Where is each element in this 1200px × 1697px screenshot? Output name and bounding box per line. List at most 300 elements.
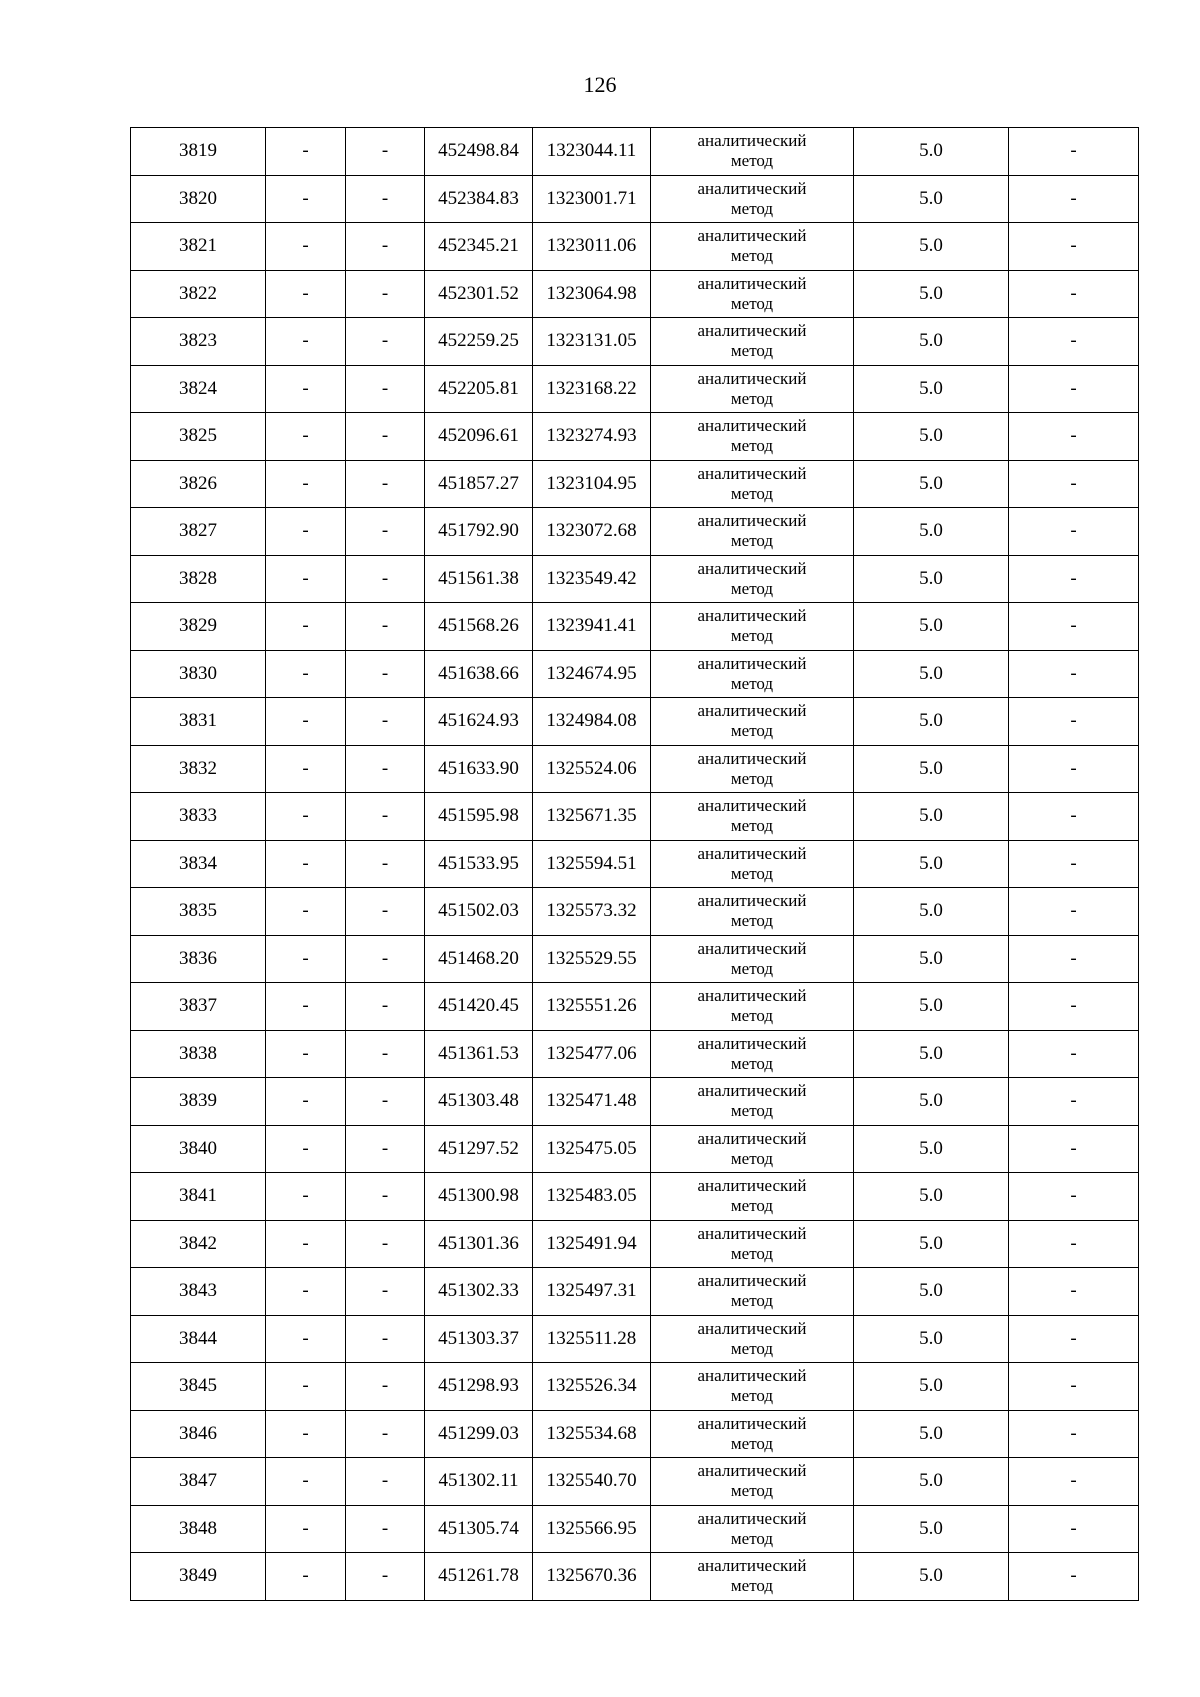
- x-coordinate-cell: 451298.93: [425, 1363, 533, 1411]
- method-line-1: аналитический: [697, 1081, 807, 1101]
- table-row: [131, 650, 1139, 698]
- empty-dash-cell: -: [346, 1505, 425, 1553]
- point-number-cell: 3820: [131, 175, 266, 223]
- method-line-1: аналитический: [697, 653, 807, 673]
- note-cell: -: [1009, 745, 1139, 793]
- empty-dash-cell: -: [346, 365, 425, 413]
- point-number-cell: 3831: [131, 698, 266, 746]
- empty-dash-cell: -: [266, 1030, 346, 1078]
- method-line-2: метод: [730, 768, 774, 788]
- accuracy-cell: 5.0: [854, 1220, 1009, 1268]
- x-coordinate-cell: 452301.52: [425, 270, 533, 318]
- y-coordinate-cell: 1323941.41: [533, 603, 651, 651]
- empty-dash-cell: -: [346, 745, 425, 793]
- x-coordinate-cell: 451857.27: [425, 460, 533, 508]
- method-line-2: метод: [730, 1243, 774, 1263]
- method-line-2: метод: [730, 1148, 774, 1168]
- x-coordinate-cell: 451420.45: [425, 983, 533, 1031]
- method-cell: [651, 318, 854, 366]
- empty-dash-cell: -: [266, 223, 346, 271]
- point-number-cell: 3840: [131, 1125, 266, 1173]
- x-coordinate-cell: 452384.83: [425, 175, 533, 223]
- table-row: [131, 413, 1139, 461]
- empty-dash-cell: -: [266, 603, 346, 651]
- x-coordinate-cell: 451595.98: [425, 793, 533, 841]
- empty-dash-cell: -: [346, 1125, 425, 1173]
- point-number-cell: 3833: [131, 793, 266, 841]
- y-coordinate-cell: 1323044.11: [533, 128, 651, 176]
- method-line-1: аналитический: [697, 1366, 807, 1386]
- method-cell: [651, 1173, 854, 1221]
- note-cell: -: [1009, 1363, 1139, 1411]
- y-coordinate-cell: 1325573.32: [533, 888, 651, 936]
- point-number-cell: 3843: [131, 1268, 266, 1316]
- x-coordinate-cell: 452096.61: [425, 413, 533, 461]
- empty-dash-cell: -: [266, 1268, 346, 1316]
- accuracy-cell: 5.0: [854, 888, 1009, 936]
- method-cell: [651, 650, 854, 698]
- y-coordinate-cell: 1324984.08: [533, 698, 651, 746]
- table-row: [131, 1458, 1139, 1506]
- method-cell: [651, 1078, 854, 1126]
- table-row: [131, 840, 1139, 888]
- table-row: [131, 318, 1139, 366]
- empty-dash-cell: -: [266, 555, 346, 603]
- method-cell: [651, 1505, 854, 1553]
- method-line-2: метод: [730, 721, 774, 741]
- empty-dash-cell: -: [346, 413, 425, 461]
- method-cell: [651, 1030, 854, 1078]
- point-number-cell: 3837: [131, 983, 266, 1031]
- accuracy-cell: 5.0: [854, 1125, 1009, 1173]
- y-coordinate-cell: 1325670.36: [533, 1553, 651, 1601]
- note-cell: -: [1009, 650, 1139, 698]
- empty-dash-cell: -: [266, 1220, 346, 1268]
- empty-dash-cell: -: [266, 508, 346, 556]
- table-row: [131, 270, 1139, 318]
- point-number-cell: 3836: [131, 935, 266, 983]
- x-coordinate-cell: 452205.81: [425, 365, 533, 413]
- empty-dash-cell: -: [346, 318, 425, 366]
- accuracy-cell: 5.0: [854, 223, 1009, 271]
- empty-dash-cell: -: [346, 698, 425, 746]
- x-coordinate-cell: 451624.93: [425, 698, 533, 746]
- point-number-cell: 3827: [131, 508, 266, 556]
- accuracy-cell: 5.0: [854, 983, 1009, 1031]
- method-cell: [651, 1220, 854, 1268]
- accuracy-cell: 5.0: [854, 175, 1009, 223]
- x-coordinate-cell: 451502.03: [425, 888, 533, 936]
- empty-dash-cell: -: [266, 1363, 346, 1411]
- x-coordinate-cell: 451300.98: [425, 1173, 533, 1221]
- point-number-cell: 3819: [131, 128, 266, 176]
- empty-dash-cell: -: [346, 508, 425, 556]
- method-line-2: метод: [730, 341, 774, 361]
- y-coordinate-cell: 1324674.95: [533, 650, 651, 698]
- table-row: [131, 223, 1139, 271]
- empty-dash-cell: -: [346, 460, 425, 508]
- method-line-2: метод: [730, 626, 774, 646]
- x-coordinate-cell: 451299.03: [425, 1410, 533, 1458]
- accuracy-cell: 5.0: [854, 508, 1009, 556]
- empty-dash-cell: -: [346, 1458, 425, 1506]
- table-row: [131, 1173, 1139, 1221]
- table-row: [131, 365, 1139, 413]
- empty-dash-cell: -: [346, 1078, 425, 1126]
- point-number-cell: 3825: [131, 413, 266, 461]
- empty-dash-cell: -: [266, 793, 346, 841]
- empty-dash-cell: -: [346, 128, 425, 176]
- method-line-2: метод: [730, 911, 774, 931]
- accuracy-cell: 5.0: [854, 128, 1009, 176]
- point-number-cell: 3821: [131, 223, 266, 271]
- y-coordinate-cell: 1325551.26: [533, 983, 651, 1031]
- method-cell: [651, 175, 854, 223]
- accuracy-cell: 5.0: [854, 1173, 1009, 1221]
- x-coordinate-cell: 451302.11: [425, 1458, 533, 1506]
- accuracy-cell: 5.0: [854, 1505, 1009, 1553]
- y-coordinate-cell: 1325566.95: [533, 1505, 651, 1553]
- table-row: [131, 1125, 1139, 1173]
- note-cell: -: [1009, 1553, 1139, 1601]
- x-coordinate-cell: 452498.84: [425, 128, 533, 176]
- method-cell: [651, 698, 854, 746]
- y-coordinate-cell: 1325483.05: [533, 1173, 651, 1221]
- method-line-2: метод: [730, 151, 774, 171]
- empty-dash-cell: -: [266, 1458, 346, 1506]
- empty-dash-cell: -: [266, 840, 346, 888]
- x-coordinate-cell: 451301.36: [425, 1220, 533, 1268]
- y-coordinate-cell: 1325477.06: [533, 1030, 651, 1078]
- empty-dash-cell: -: [346, 175, 425, 223]
- table-row: [131, 1078, 1139, 1126]
- point-number-cell: 3849: [131, 1553, 266, 1601]
- method-line-1: аналитический: [697, 1223, 807, 1243]
- note-cell: -: [1009, 460, 1139, 508]
- method-line-2: метод: [730, 1053, 774, 1073]
- accuracy-cell: 5.0: [854, 1410, 1009, 1458]
- accuracy-cell: 5.0: [854, 603, 1009, 651]
- accuracy-cell: 5.0: [854, 318, 1009, 366]
- empty-dash-cell: -: [346, 1363, 425, 1411]
- empty-dash-cell: -: [266, 1410, 346, 1458]
- empty-dash-cell: -: [346, 983, 425, 1031]
- accuracy-cell: 5.0: [854, 270, 1009, 318]
- method-line-2: метод: [730, 1528, 774, 1548]
- empty-dash-cell: -: [346, 650, 425, 698]
- y-coordinate-cell: 1323168.22: [533, 365, 651, 413]
- method-cell: [651, 1410, 854, 1458]
- table-row: [131, 1505, 1139, 1553]
- accuracy-cell: 5.0: [854, 1363, 1009, 1411]
- empty-dash-cell: -: [266, 1315, 346, 1363]
- page-number: 126: [583, 72, 617, 97]
- y-coordinate-cell: 1325534.68: [533, 1410, 651, 1458]
- method-line-2: метод: [730, 863, 774, 883]
- point-number-cell: 3848: [131, 1505, 266, 1553]
- table-row: [131, 1410, 1139, 1458]
- y-coordinate-cell: 1325529.55: [533, 935, 651, 983]
- method-cell: [651, 1553, 854, 1601]
- table-row: [131, 175, 1139, 223]
- empty-dash-cell: -: [266, 1125, 346, 1173]
- note-cell: -: [1009, 1173, 1139, 1221]
- accuracy-cell: 5.0: [854, 1315, 1009, 1363]
- method-line-1: аналитический: [697, 1176, 807, 1196]
- method-line-2: метод: [730, 1481, 774, 1501]
- empty-dash-cell: -: [266, 745, 346, 793]
- empty-dash-cell: -: [346, 1268, 425, 1316]
- method-line-2: метод: [730, 1433, 774, 1453]
- empty-dash-cell: -: [266, 1505, 346, 1553]
- point-number-cell: 3822: [131, 270, 266, 318]
- empty-dash-cell: -: [346, 793, 425, 841]
- table-row: [131, 698, 1139, 746]
- note-cell: -: [1009, 1268, 1139, 1316]
- method-line-1: аналитический: [697, 1033, 807, 1053]
- method-line-1: аналитический: [697, 321, 807, 341]
- x-coordinate-cell: 451638.66: [425, 650, 533, 698]
- y-coordinate-cell: 1323104.95: [533, 460, 651, 508]
- note-cell: -: [1009, 1078, 1139, 1126]
- x-coordinate-cell: 451568.26: [425, 603, 533, 651]
- method-cell: [651, 270, 854, 318]
- empty-dash-cell: -: [346, 1220, 425, 1268]
- empty-dash-cell: -: [346, 223, 425, 271]
- empty-dash-cell: -: [346, 935, 425, 983]
- method-cell: [651, 223, 854, 271]
- y-coordinate-cell: 1323064.98: [533, 270, 651, 318]
- method-line-1: аналитический: [697, 701, 807, 721]
- accuracy-cell: 5.0: [854, 650, 1009, 698]
- method-line-1: аналитический: [697, 986, 807, 1006]
- point-number-cell: 3824: [131, 365, 266, 413]
- method-line-2: метод: [730, 1291, 774, 1311]
- y-coordinate-cell: 1325475.05: [533, 1125, 651, 1173]
- note-cell: -: [1009, 555, 1139, 603]
- y-coordinate-cell: 1323001.71: [533, 175, 651, 223]
- note-cell: -: [1009, 603, 1139, 651]
- empty-dash-cell: -: [346, 888, 425, 936]
- note-cell: -: [1009, 318, 1139, 366]
- table-row: [131, 1315, 1139, 1363]
- empty-dash-cell: -: [266, 1553, 346, 1601]
- method-cell: [651, 840, 854, 888]
- method-line-2: метод: [730, 1386, 774, 1406]
- note-cell: -: [1009, 175, 1139, 223]
- y-coordinate-cell: 1323011.06: [533, 223, 651, 271]
- x-coordinate-cell: 451561.38: [425, 555, 533, 603]
- y-coordinate-cell: 1325471.48: [533, 1078, 651, 1126]
- method-cell: [651, 745, 854, 793]
- method-line-1: аналитический: [697, 416, 807, 436]
- method-line-1: аналитический: [697, 891, 807, 911]
- method-cell: [651, 935, 854, 983]
- method-line-2: метод: [730, 1006, 774, 1026]
- note-cell: -: [1009, 1030, 1139, 1078]
- method-line-2: метод: [730, 1196, 774, 1216]
- y-coordinate-cell: 1325594.51: [533, 840, 651, 888]
- table-body: [131, 128, 1139, 1601]
- table-row: [131, 888, 1139, 936]
- method-line-1: аналитический: [697, 1508, 807, 1528]
- note-cell: -: [1009, 1125, 1139, 1173]
- method-line-1: аналитический: [697, 1461, 807, 1481]
- x-coordinate-cell: 451633.90: [425, 745, 533, 793]
- x-coordinate-cell: 451792.90: [425, 508, 533, 556]
- note-cell: -: [1009, 698, 1139, 746]
- empty-dash-cell: -: [266, 983, 346, 1031]
- y-coordinate-cell: 1325526.34: [533, 1363, 651, 1411]
- method-cell: [651, 1125, 854, 1173]
- method-line-1: аналитический: [697, 463, 807, 483]
- table-row: [131, 1268, 1139, 1316]
- method-line-1: аналитический: [697, 843, 807, 863]
- method-cell: [651, 1363, 854, 1411]
- method-line-2: метод: [730, 578, 774, 598]
- accuracy-cell: 5.0: [854, 460, 1009, 508]
- empty-dash-cell: -: [346, 1030, 425, 1078]
- method-line-2: метод: [730, 388, 774, 408]
- x-coordinate-cell: 451302.33: [425, 1268, 533, 1316]
- x-coordinate-cell: 451303.48: [425, 1078, 533, 1126]
- method-line-2: метод: [730, 673, 774, 693]
- method-line-1: аналитический: [697, 1413, 807, 1433]
- method-line-2: метод: [730, 1338, 774, 1358]
- method-cell: [651, 128, 854, 176]
- method-line-2: метод: [730, 958, 774, 978]
- note-cell: -: [1009, 270, 1139, 318]
- point-number-cell: 3829: [131, 603, 266, 651]
- empty-dash-cell: -: [266, 128, 346, 176]
- point-number-cell: 3830: [131, 650, 266, 698]
- note-cell: -: [1009, 793, 1139, 841]
- method-cell: [651, 1315, 854, 1363]
- empty-dash-cell: -: [266, 1173, 346, 1221]
- y-coordinate-cell: 1325497.31: [533, 1268, 651, 1316]
- method-line-2: метод: [730, 293, 774, 313]
- accuracy-cell: 5.0: [854, 1268, 1009, 1316]
- note-cell: -: [1009, 1220, 1139, 1268]
- point-number-cell: 3839: [131, 1078, 266, 1126]
- method-line-1: аналитический: [697, 748, 807, 768]
- table-row: [131, 935, 1139, 983]
- empty-dash-cell: -: [346, 603, 425, 651]
- y-coordinate-cell: 1323131.05: [533, 318, 651, 366]
- table-row: [131, 1030, 1139, 1078]
- note-cell: -: [1009, 1410, 1139, 1458]
- note-cell: -: [1009, 413, 1139, 461]
- point-number-cell: 3846: [131, 1410, 266, 1458]
- table-row: [131, 508, 1139, 556]
- method-line-2: метод: [730, 1576, 774, 1596]
- table-row: [131, 603, 1139, 651]
- accuracy-cell: 5.0: [854, 935, 1009, 983]
- coordinates-table: [130, 127, 1139, 1601]
- accuracy-cell: 5.0: [854, 365, 1009, 413]
- x-coordinate-cell: 451361.53: [425, 1030, 533, 1078]
- accuracy-cell: 5.0: [854, 1458, 1009, 1506]
- x-coordinate-cell: 452345.21: [425, 223, 533, 271]
- empty-dash-cell: -: [266, 175, 346, 223]
- empty-dash-cell: -: [266, 318, 346, 366]
- table-row: [131, 460, 1139, 508]
- x-coordinate-cell: 452259.25: [425, 318, 533, 366]
- method-cell: [651, 460, 854, 508]
- empty-dash-cell: -: [346, 840, 425, 888]
- method-line-2: метод: [730, 531, 774, 551]
- note-cell: -: [1009, 1505, 1139, 1553]
- empty-dash-cell: -: [346, 555, 425, 603]
- y-coordinate-cell: 1323274.93: [533, 413, 651, 461]
- point-number-cell: 3847: [131, 1458, 266, 1506]
- note-cell: -: [1009, 1315, 1139, 1363]
- y-coordinate-cell: 1325671.35: [533, 793, 651, 841]
- method-line-1: аналитический: [697, 1128, 807, 1148]
- point-number-cell: 3842: [131, 1220, 266, 1268]
- method-line-1: аналитический: [697, 606, 807, 626]
- method-cell: [651, 1268, 854, 1316]
- empty-dash-cell: -: [266, 413, 346, 461]
- table-row: [131, 793, 1139, 841]
- point-number-cell: 3828: [131, 555, 266, 603]
- x-coordinate-cell: 451468.20: [425, 935, 533, 983]
- method-line-1: аналитический: [697, 273, 807, 293]
- empty-dash-cell: -: [266, 650, 346, 698]
- method-line-2: метод: [730, 246, 774, 266]
- accuracy-cell: 5.0: [854, 745, 1009, 793]
- point-number-cell: 3835: [131, 888, 266, 936]
- method-cell: [651, 1458, 854, 1506]
- method-line-1: аналитический: [697, 1271, 807, 1291]
- method-line-2: метод: [730, 436, 774, 456]
- method-line-1: аналитический: [697, 558, 807, 578]
- point-number-cell: 3823: [131, 318, 266, 366]
- note-cell: -: [1009, 508, 1139, 556]
- point-number-cell: 3845: [131, 1363, 266, 1411]
- method-line-1: аналитический: [697, 131, 807, 151]
- method-line-1: аналитический: [697, 178, 807, 198]
- point-number-cell: 3834: [131, 840, 266, 888]
- method-cell: [651, 888, 854, 936]
- empty-dash-cell: -: [266, 1078, 346, 1126]
- note-cell: -: [1009, 1458, 1139, 1506]
- note-cell: -: [1009, 365, 1139, 413]
- accuracy-cell: 5.0: [854, 555, 1009, 603]
- method-cell: [651, 983, 854, 1031]
- method-line-2: метод: [730, 483, 774, 503]
- empty-dash-cell: -: [266, 888, 346, 936]
- empty-dash-cell: -: [266, 698, 346, 746]
- accuracy-cell: 5.0: [854, 413, 1009, 461]
- table-row: [131, 1553, 1139, 1601]
- y-coordinate-cell: 1325491.94: [533, 1220, 651, 1268]
- table-row: [131, 1220, 1139, 1268]
- note-cell: -: [1009, 888, 1139, 936]
- empty-dash-cell: -: [346, 1315, 425, 1363]
- empty-dash-cell: -: [266, 935, 346, 983]
- x-coordinate-cell: 451303.37: [425, 1315, 533, 1363]
- x-coordinate-cell: 451297.52: [425, 1125, 533, 1173]
- point-number-cell: 3832: [131, 745, 266, 793]
- method-line-2: метод: [730, 816, 774, 836]
- method-cell: [651, 413, 854, 461]
- empty-dash-cell: -: [266, 365, 346, 413]
- note-cell: -: [1009, 128, 1139, 176]
- table-row: [131, 1363, 1139, 1411]
- accuracy-cell: 5.0: [854, 793, 1009, 841]
- note-cell: -: [1009, 935, 1139, 983]
